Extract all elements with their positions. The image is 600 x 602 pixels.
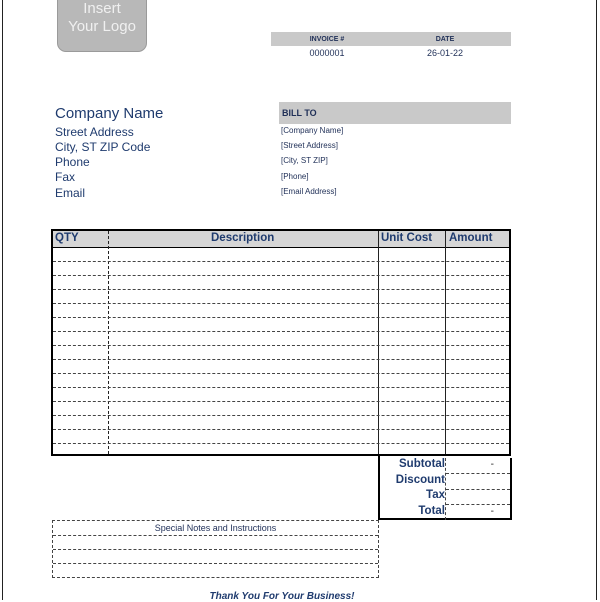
table-row[interactable]: [53, 429, 509, 430]
company-fax[interactable]: Fax: [55, 170, 76, 184]
invoice-number[interactable]: 0000001: [309, 48, 345, 58]
discount-label: Discount: [395, 474, 445, 486]
tax-label: Tax: [426, 489, 445, 501]
table-row[interactable]: [53, 345, 509, 346]
table-row[interactable]: [53, 401, 509, 402]
table-row[interactable]: [53, 415, 509, 416]
logo-text-line1: Insert: [83, 0, 121, 17]
page-border: [2, 0, 3, 600]
column-divider: [445, 231, 446, 454]
company-name[interactable]: Company Name: [55, 105, 164, 122]
subtotal-value[interactable]: -: [490, 459, 494, 470]
header-qty: QTY: [55, 232, 79, 244]
invoice-date-label: DATE: [435, 35, 455, 43]
special-notes-title: Special Notes and Instructions: [154, 523, 277, 533]
table-row[interactable]: [53, 303, 509, 304]
invoice-values-row: [271, 46, 511, 60]
table-row[interactable]: [53, 387, 509, 388]
company-street[interactable]: Street Address: [55, 125, 134, 139]
bill-to-company[interactable]: [Company Name]: [281, 126, 344, 135]
logo-text-line2: Your Logo: [68, 18, 136, 35]
table-row[interactable]: [53, 317, 509, 318]
notes-line: [53, 535, 378, 536]
total-row: [380, 505, 510, 520]
company-email[interactable]: Email: [55, 186, 86, 200]
discount-row: [380, 474, 510, 489]
table-row[interactable]: [53, 443, 509, 444]
bill-to-label: BILL TO: [282, 108, 317, 118]
invoice-header-bar: [271, 32, 511, 46]
bill-to-email[interactable]: [Email Address]: [281, 187, 337, 196]
table-header-row: [53, 231, 509, 248]
bill-to-phone[interactable]: [Phone]: [281, 172, 309, 181]
notes-line: [53, 549, 378, 550]
table-row[interactable]: [53, 275, 509, 276]
bill-to-city[interactable]: [City, ST ZIP]: [281, 156, 328, 165]
line-items-table: [51, 229, 511, 456]
header-description: Description: [211, 232, 275, 244]
notes-line: [53, 563, 378, 564]
tax-row: [380, 489, 510, 504]
bill-to-header: [279, 102, 511, 124]
column-divider: [108, 231, 109, 454]
invoice-date[interactable]: 26-01-22: [426, 48, 464, 58]
table-row[interactable]: [53, 373, 509, 374]
total-value[interactable]: -: [490, 506, 494, 517]
bill-to-street[interactable]: [Street Address]: [281, 141, 338, 150]
total-label: Total: [418, 505, 445, 517]
page-border: [596, 0, 597, 600]
table-row[interactable]: [53, 359, 509, 360]
invoice-number-label: INVOICE #: [309, 35, 345, 43]
company-city[interactable]: City, ST ZIP Code: [55, 140, 151, 154]
special-notes-box[interactable]: [52, 520, 379, 578]
logo-placeholder[interactable]: [57, 0, 147, 52]
company-phone[interactable]: Phone: [55, 155, 90, 169]
header-amount: Amount: [449, 232, 493, 244]
subtotal-row: [380, 458, 510, 473]
column-divider: [378, 231, 379, 454]
table-row[interactable]: [53, 331, 509, 332]
table-row[interactable]: [53, 261, 509, 262]
header-unit-cost: Unit Cost: [381, 232, 433, 244]
thank-you-message: Thank You For Your Business!: [209, 591, 355, 602]
subtotal-label: Subtotal: [399, 458, 445, 470]
table-row[interactable]: [53, 289, 509, 290]
